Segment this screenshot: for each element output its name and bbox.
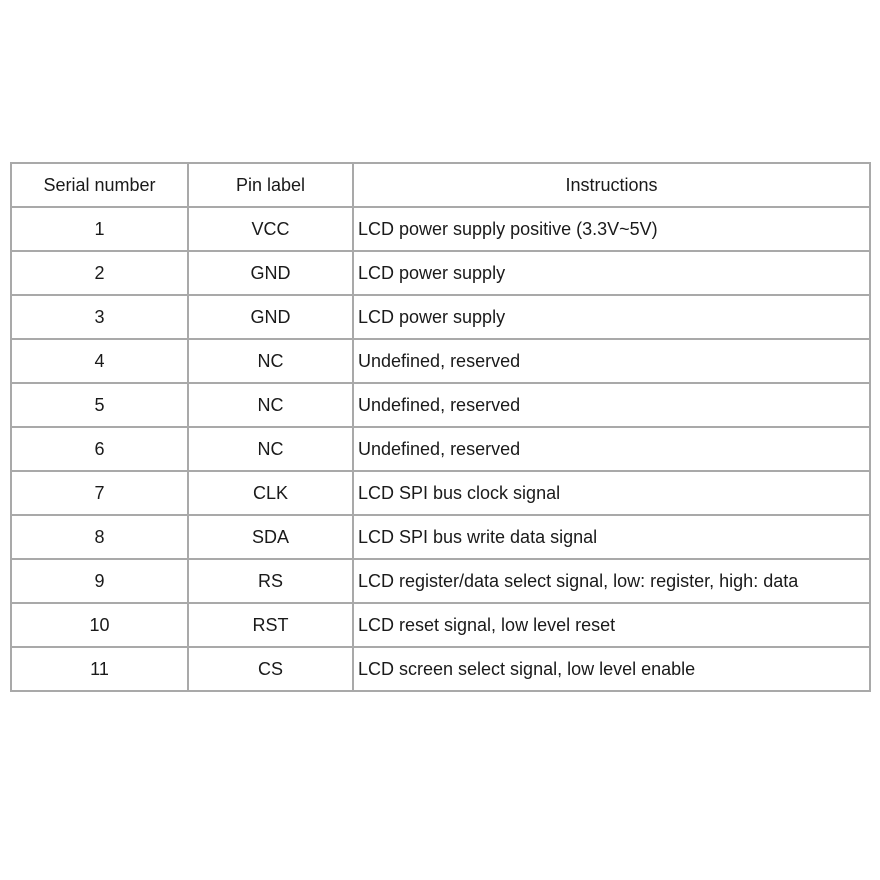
pin-cell: GND [188,251,353,295]
pin-cell: NC [188,427,353,471]
table-row [11,383,870,427]
serial-cell: 9 [11,559,188,603]
instructions-cell: LCD power supply positive (3.3V~5V) [353,207,870,251]
instructions-cell: LCD power supply [353,251,870,295]
pin-cell: CS [188,647,353,691]
serial-cell: 4 [11,339,188,383]
pin-cell: SDA [188,515,353,559]
instructions-cell: Undefined, reserved [353,427,870,471]
pin-cell: CLK [188,471,353,515]
table-row [11,207,870,251]
instructions-cell: Undefined, reserved [353,339,870,383]
instructions-cell: LCD SPI bus clock signal [353,471,870,515]
serial-cell: 6 [11,427,188,471]
instructions-cell: LCD screen select signal, low level enable [353,647,870,691]
serial-cell: 1 [11,207,188,251]
serial-cell: 7 [11,471,188,515]
pin-cell: RS [188,559,353,603]
instructions-cell: LCD register/data select signal, low: register, high: data [353,559,870,603]
table-row [11,647,870,691]
pin-cell: NC [188,339,353,383]
serial-cell: 8 [11,515,188,559]
pin-cell: GND [188,295,353,339]
serial-cell: 3 [11,295,188,339]
header-serial-number: Serial number [11,163,188,207]
instructions-cell: LCD reset signal, low level reset [353,603,870,647]
table-row [11,427,870,471]
table-row [11,339,870,383]
serial-cell: 2 [11,251,188,295]
pin-cell: RST [188,603,353,647]
pin-cell: NC [188,383,353,427]
header-instructions: Instructions [353,163,870,207]
serial-cell: 5 [11,383,188,427]
instructions-cell: LCD power supply [353,295,870,339]
instructions-cell: Undefined, reserved [353,383,870,427]
table-row [11,559,870,603]
pin-table [10,162,871,692]
serial-cell: 11 [11,647,188,691]
table-row [11,515,870,559]
pin-cell: VCC [188,207,353,251]
serial-cell: 10 [11,603,188,647]
table-row [11,251,870,295]
table-row [11,295,870,339]
table-header-row [11,163,870,207]
table-row [11,603,870,647]
table-row [11,471,870,515]
instructions-cell: LCD SPI bus write data signal [353,515,870,559]
header-pin-label: Pin label [188,163,353,207]
